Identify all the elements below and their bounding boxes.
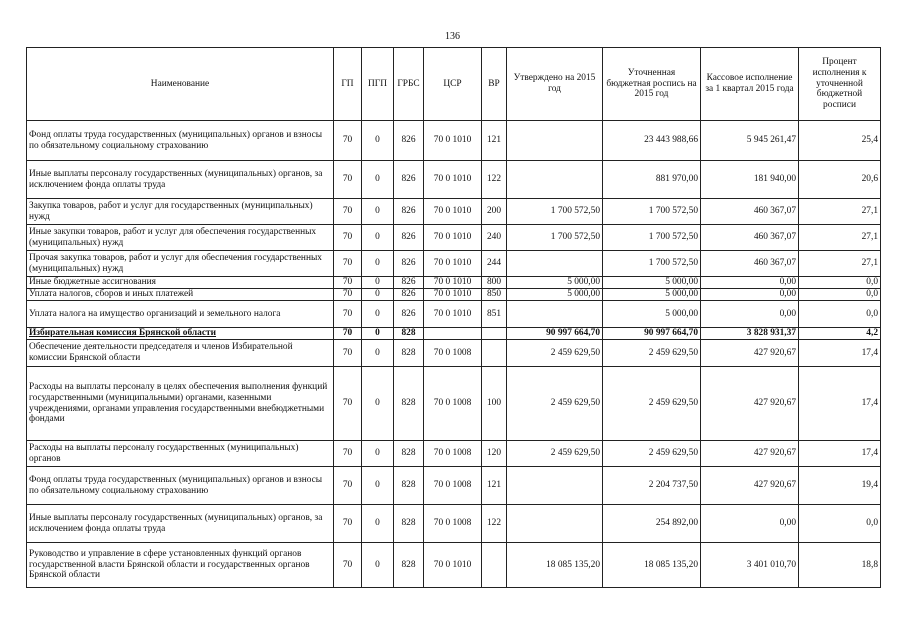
cell-percent: 25,4 [799,121,881,161]
cell-grbs: 826 [394,199,424,225]
cell-pgp: 0 [362,225,394,251]
cell-refined: 2 459 629,50 [603,340,701,367]
cell-gp: 70 [334,289,362,301]
cell-cash: 0,00 [701,277,799,289]
cell-pgp: 0 [362,121,394,161]
cell-name: Руководство и управление в сфере установленных функций органов государственной власти Брянской области и государственных органов Брянской области [27,543,334,588]
cell-pgp: 0 [362,340,394,367]
cell-percent: 20,6 [799,161,881,199]
cell-vr [482,340,507,367]
cell-approved: 90 997 664,70 [507,328,603,340]
cell-vr: 244 [482,251,507,277]
cell-gp: 70 [334,340,362,367]
cell-csr: 70 0 1010 [424,225,482,251]
cell-refined: 5 000,00 [603,277,701,289]
cell-approved: 2 459 629,50 [507,367,603,441]
budget-execution-table [26,47,881,588]
cell-approved: 1 700 572,50 [507,199,603,225]
cell-refined: 1 700 572,50 [603,225,701,251]
cell-cash: 460 367,07 [701,225,799,251]
cell-cash: 460 367,07 [701,251,799,277]
cell-name: Уплата налогов, сборов и иных платежей [27,289,334,301]
cell-refined: 5 000,00 [603,301,701,328]
header-row [27,48,881,121]
cell-gp: 70 [334,121,362,161]
cell-name: Фонд оплаты труда государственных (муниципальных) органов и взносы по обязательному социальному страхованию [27,121,334,161]
cell-pgp: 0 [362,161,394,199]
table-row [27,543,881,588]
cell-vr: 122 [482,161,507,199]
cell-pgp: 0 [362,301,394,328]
cell-pgp: 0 [362,199,394,225]
cell-refined: 1 700 572,50 [603,251,701,277]
table-row [27,301,881,328]
header-refined: Уточненная бюджетная роспись на 2015 год [603,48,701,121]
cell-percent: 0,0 [799,301,881,328]
cell-pgp: 0 [362,289,394,301]
cell-name: Прочая закупка товаров, работ и услуг для обеспечения государственных (муниципальных) нужд [27,251,334,277]
cell-percent: 0,0 [799,505,881,543]
cell-name: Уплата налога на имущество организаций и земельного налога [27,301,334,328]
cell-approved: 2 459 629,50 [507,441,603,467]
cell-pgp: 0 [362,328,394,340]
cell-gp: 70 [334,467,362,505]
cell-refined: 23 443 988,66 [603,121,701,161]
cell-approved [507,251,603,277]
cell-grbs: 828 [394,340,424,367]
cell-approved [507,161,603,199]
cell-csr: 70 0 1008 [424,505,482,543]
cell-vr: 850 [482,289,507,301]
cell-refined: 90 997 664,70 [603,328,701,340]
header-approved: Утверждено на 2015 год [507,48,603,121]
cell-grbs: 828 [394,543,424,588]
cell-percent: 27,1 [799,251,881,277]
cell-grbs: 828 [394,505,424,543]
cell-refined: 254 892,00 [603,505,701,543]
cell-grbs: 828 [394,441,424,467]
cell-csr: 70 0 1008 [424,467,482,505]
cell-vr [482,543,507,588]
cell-csr: 70 0 1008 [424,367,482,441]
cell-csr: 70 0 1010 [424,161,482,199]
cell-cash: 0,00 [701,301,799,328]
cell-pgp: 0 [362,277,394,289]
cell-percent: 17,4 [799,441,881,467]
table-row [27,251,881,277]
cell-name: Иные закупки товаров, работ и услуг для обеспечения государственных (муниципальных) нужд [27,225,334,251]
cell-csr: 70 0 1008 [424,441,482,467]
cell-gp: 70 [334,225,362,251]
cell-csr: 70 0 1010 [424,289,482,301]
cell-gp: 70 [334,277,362,289]
cell-approved: 5 000,00 [507,277,603,289]
cell-refined: 2 459 629,50 [603,441,701,467]
cell-approved [507,467,603,505]
page-number: 136 [445,31,460,42]
cell-pgp: 0 [362,543,394,588]
cell-cash: 427 920,67 [701,441,799,467]
header-cash: Кассовое исполнение за 1 квартал 2015 года [701,48,799,121]
cell-name: Иные бюджетные ассигнования [27,277,334,289]
cell-approved [507,301,603,328]
cell-approved: 18 085 135,20 [507,543,603,588]
cell-name: Иные выплаты персоналу государственных (муниципальных) органов, за исключением фонда оплаты труда [27,505,334,543]
cell-cash: 0,00 [701,289,799,301]
cell-cash: 427 920,67 [701,367,799,441]
header-pgp: ПГП [362,48,394,121]
cell-name: Фонд оплаты труда государственных (муниципальных) органов и взносы по обязательному социальному страхованию [27,467,334,505]
table-row [27,277,881,289]
cell-grbs: 826 [394,277,424,289]
cell-grbs: 826 [394,251,424,277]
cell-name: Расходы на выплаты персоналу в целях обеспечения выполнения функций государственными (муниципальными) органами, казенными учреждениями, органами управления государственными внебюджетными фондами [27,367,334,441]
cell-pgp: 0 [362,367,394,441]
cell-name: Обеспечение деятельности председателя и членов Избирательной комиссии Брянской области [27,340,334,367]
cell-approved [507,505,603,543]
cell-csr: 70 0 1008 [424,340,482,367]
cell-approved: 1 700 572,50 [507,225,603,251]
cell-percent: 0,0 [799,289,881,301]
cell-approved [507,121,603,161]
cell-grbs: 828 [394,467,424,505]
table-row [27,505,881,543]
table-row [27,161,881,199]
header-percent: Процент исполнения к уточненной бюджетной росписи [799,48,881,121]
cell-refined: 881 970,00 [603,161,701,199]
header-vr: ВР [482,48,507,121]
cell-grbs: 828 [394,367,424,441]
cell-name: Избирательная комиссия Брянской области [27,328,334,340]
cell-cash: 181 940,00 [701,161,799,199]
cell-cash: 427 920,67 [701,467,799,505]
cell-pgp: 0 [362,251,394,277]
cell-vr: 120 [482,441,507,467]
cell-cash: 0,00 [701,505,799,543]
cell-refined: 2 204 737,50 [603,467,701,505]
cell-gp: 70 [334,199,362,225]
cell-vr [482,328,507,340]
cell-pgp: 0 [362,505,394,543]
cell-approved: 5 000,00 [507,289,603,301]
cell-csr: 70 0 1010 [424,301,482,328]
cell-csr [424,328,482,340]
cell-refined: 5 000,00 [603,289,701,301]
cell-refined: 1 700 572,50 [603,199,701,225]
cell-vr: 100 [482,367,507,441]
cell-grbs: 826 [394,161,424,199]
header-name: Наименование [27,48,334,121]
cell-gp: 70 [334,367,362,441]
cell-refined: 2 459 629,50 [603,367,701,441]
cell-grbs: 828 [394,328,424,340]
cell-pgp: 0 [362,467,394,505]
cell-name: Иные выплаты персоналу государственных (муниципальных) органов, за исключением фонда оплаты труда [27,161,334,199]
cell-gp: 70 [334,543,362,588]
cell-percent: 0,0 [799,277,881,289]
cell-percent: 27,1 [799,225,881,251]
cell-refined: 18 085 135,20 [603,543,701,588]
cell-vr: 122 [482,505,507,543]
table-row [27,199,881,225]
cell-cash: 427 920,67 [701,340,799,367]
cell-grbs: 826 [394,301,424,328]
header-grbs: ГРБС [394,48,424,121]
cell-gp: 70 [334,328,362,340]
cell-percent: 18,8 [799,543,881,588]
header-csr: ЦСР [424,48,482,121]
cell-cash: 3 401 010,70 [701,543,799,588]
cell-percent: 19,4 [799,467,881,505]
cell-approved: 2 459 629,50 [507,340,603,367]
cell-gp: 70 [334,441,362,467]
cell-percent: 4,2 [799,328,881,340]
cell-percent: 17,4 [799,367,881,441]
table-row [27,441,881,467]
cell-grbs: 826 [394,121,424,161]
cell-vr: 200 [482,199,507,225]
cell-gp: 70 [334,301,362,328]
table-row [27,467,881,505]
cell-cash: 3 828 931,37 [701,328,799,340]
cell-cash: 460 367,07 [701,199,799,225]
cell-percent: 27,1 [799,199,881,225]
cell-csr: 70 0 1010 [424,199,482,225]
cell-grbs: 826 [394,289,424,301]
cell-vr: 851 [482,301,507,328]
cell-csr: 70 0 1010 [424,277,482,289]
cell-vr: 121 [482,467,507,505]
cell-csr: 70 0 1010 [424,121,482,161]
cell-gp: 70 [334,505,362,543]
table-row [27,121,881,161]
cell-csr: 70 0 1010 [424,251,482,277]
cell-name: Расходы на выплаты персоналу государственных (муниципальных) органов [27,441,334,467]
cell-vr: 240 [482,225,507,251]
header-gp: ГП [334,48,362,121]
cell-percent: 17,4 [799,340,881,367]
table-row [27,225,881,251]
cell-vr: 800 [482,277,507,289]
cell-grbs: 826 [394,225,424,251]
table-row [27,340,881,367]
cell-vr: 121 [482,121,507,161]
cell-cash: 5 945 261,47 [701,121,799,161]
cell-csr: 70 0 1010 [424,543,482,588]
table-row [27,367,881,441]
table-row [27,289,881,301]
cell-name: Закупка товаров, работ и услуг для государственных (муниципальных) нужд [27,199,334,225]
cell-gp: 70 [334,251,362,277]
cell-pgp: 0 [362,441,394,467]
cell-gp: 70 [334,161,362,199]
table-row [27,328,881,340]
